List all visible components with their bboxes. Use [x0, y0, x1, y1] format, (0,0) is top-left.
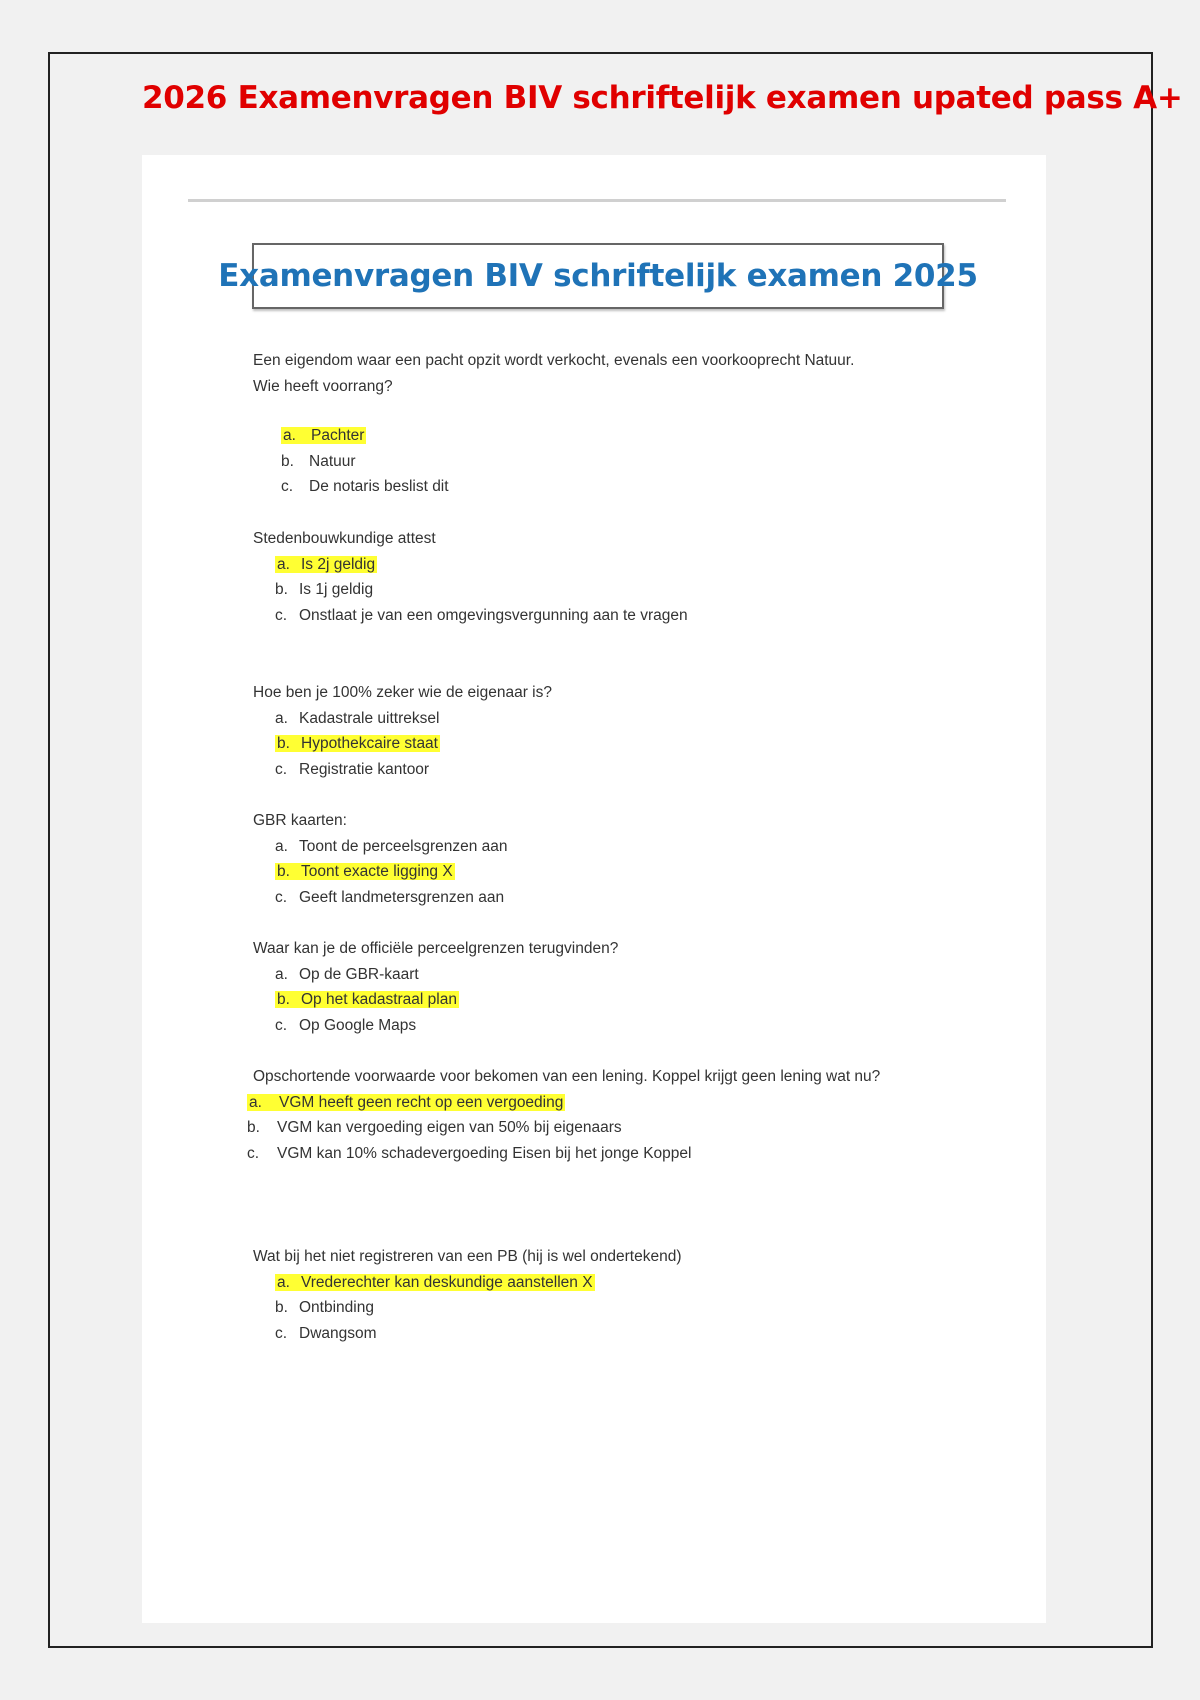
- question-text: Wie heeft voorrang?: [253, 377, 393, 395]
- answer-option: a. Op de GBR-kaart: [275, 965, 419, 983]
- option-list: [253, 552, 688, 629]
- answer-option: c. Onstlaat je van een omgevingsvergunning aan te vragen: [275, 606, 688, 624]
- answer-option: c. Registratie kantoor: [275, 760, 430, 778]
- question-text: Opschortende voorwaarde voor bekomen van een lening. Koppel krijgt geen lening wat nu?: [253, 1068, 881, 1085]
- header-rule: [188, 199, 1006, 202]
- answer-option: b. Op het kadastraal plan: [277, 991, 457, 1008]
- answer-option: a. Pachter: [283, 427, 365, 444]
- answer-option: a. Toont de perceelsgrenzen aan: [275, 837, 508, 855]
- answer-option: b. Toont exacte ligging X: [277, 863, 453, 880]
- answer-option: c. VGM kan 10% schadevergoeding Eisen bij het jonge Koppel: [247, 1144, 692, 1162]
- option-list: [253, 706, 552, 783]
- question-block: [253, 680, 552, 782]
- option-list: [253, 962, 618, 1039]
- option-list: [253, 423, 854, 500]
- answer-option: a. Is 2j geldig: [277, 555, 376, 573]
- option-list: [253, 834, 508, 911]
- answer-option: b. Is 1j geldig: [275, 581, 374, 598]
- question-text: Wat bij het niet registreren van een PB (hij is wel ondertekend): [253, 1248, 682, 1265]
- answer-option: a. Kadastrale uittreksel: [275, 709, 440, 727]
- question-text: Stedenbouwkundige attest: [253, 530, 436, 547]
- answer-option: a. VGM heeft geen recht op een vergoeding: [249, 1093, 564, 1111]
- question-block: [253, 526, 688, 628]
- question-text: Waar kan je de officiële perceelgrenzen terugvinden?: [253, 940, 619, 957]
- answer-option: c. Dwangsom: [275, 1324, 377, 1342]
- question-block: [253, 1244, 681, 1346]
- question-block: [253, 936, 618, 1038]
- question-text: Een eigendom waar een pacht opzit wordt verkocht, evenals een voorkooprecht Natuur.: [253, 352, 855, 369]
- answer-option: b. Hypothekcaire staat: [277, 735, 438, 752]
- banner-title: 2026 Examenvragen BIV schriftelijk examen upated pass A+: [142, 80, 1183, 116]
- answer-option: b. VGM kan vergoeding eigen van 50% bij eigenaars: [247, 1119, 622, 1136]
- answer-option: c. Op Google Maps: [275, 1016, 417, 1034]
- answer-option: c. Geeft landmetersgrenzen aan: [275, 888, 505, 906]
- question-block: [253, 808, 508, 910]
- question-block: [253, 348, 854, 500]
- answer-option: b. Ontbinding: [275, 1299, 374, 1316]
- question-text: GBR kaarten:: [253, 812, 347, 829]
- option-list: [247, 1090, 880, 1167]
- question-block: [247, 1064, 881, 1166]
- answer-option: c. De notaris beslist dit: [281, 478, 449, 495]
- answer-option: b. Natuur: [281, 452, 356, 470]
- question-text: Hoe ben je 100% zeker wie de eigenaar is?: [253, 684, 552, 701]
- answer-option: a. Vrederechter kan deskundige aanstellen X: [277, 1273, 593, 1291]
- document-title-box: [218, 243, 978, 309]
- document-title: Examenvragen BIV schriftelijk examen 2025: [218, 258, 978, 294]
- option-list: [253, 1270, 681, 1347]
